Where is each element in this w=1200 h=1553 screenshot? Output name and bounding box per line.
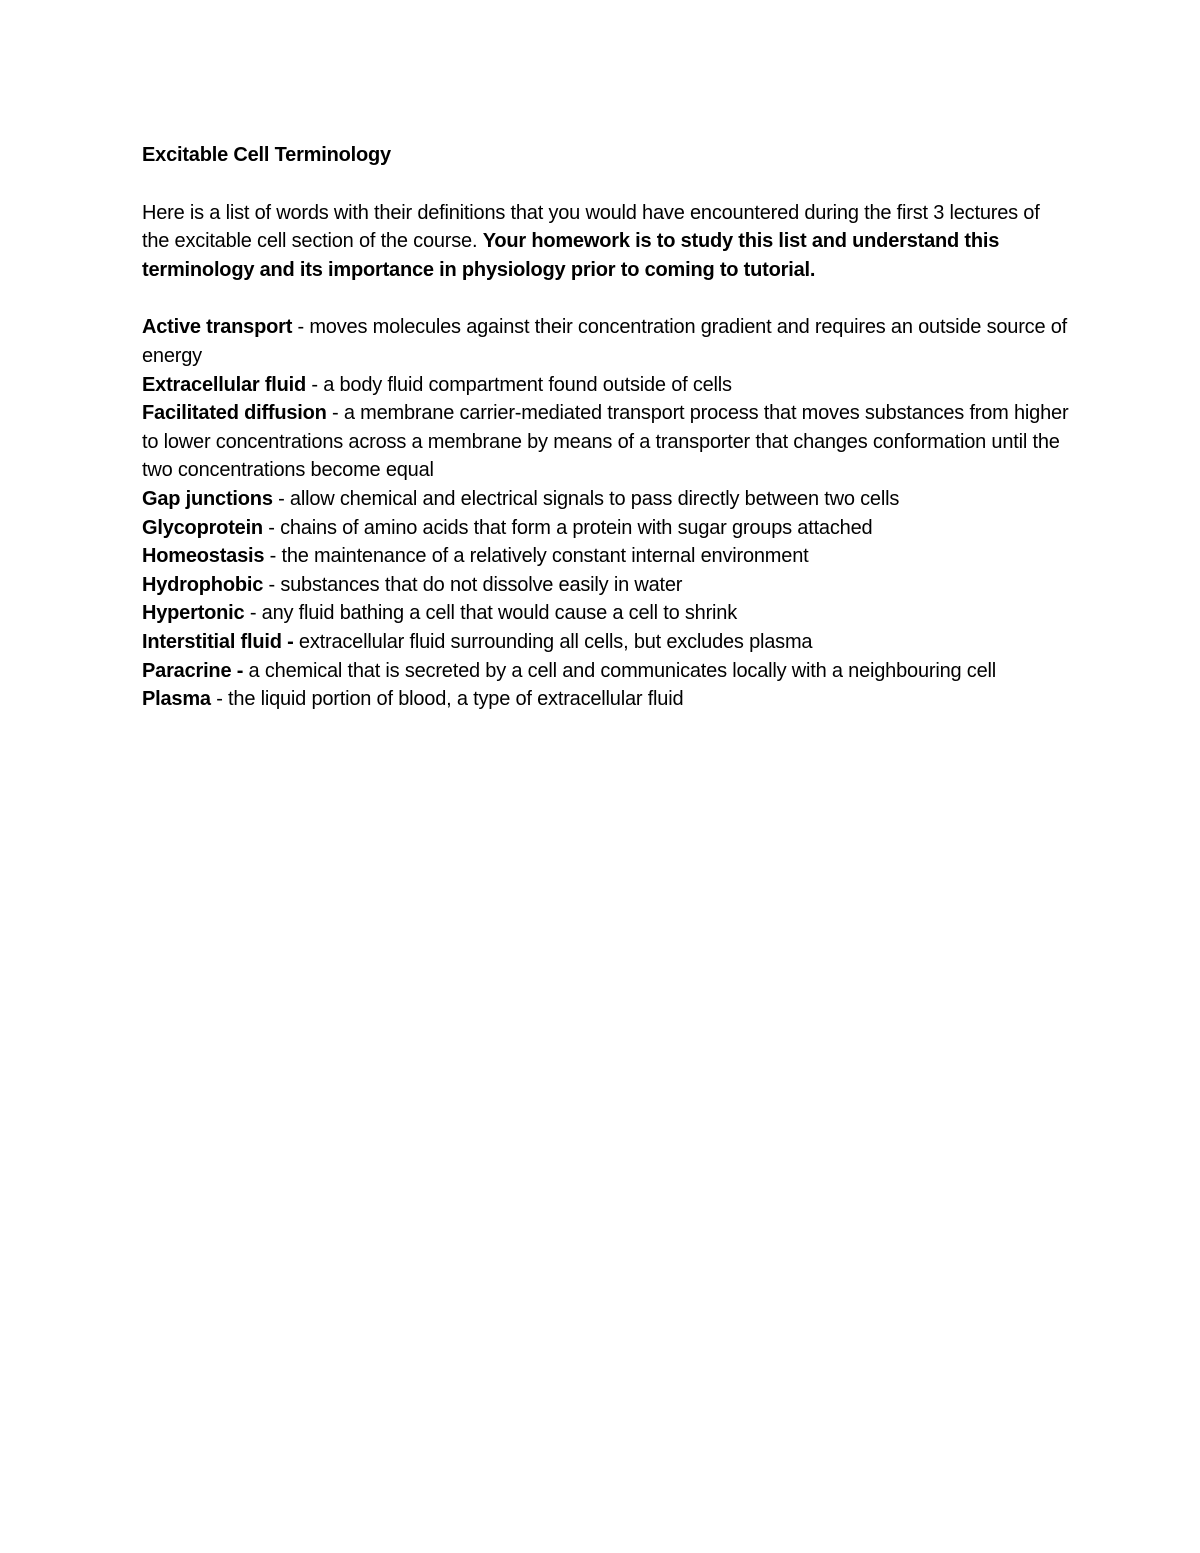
term-definition: extracellular fluid surrounding all cells, but excludes plasma [293, 630, 813, 653]
term-definition: - substances that do not dissolve easily in water [263, 573, 683, 596]
term-entry [142, 399, 1072, 485]
term-definition: - any fluid bathing a cell that would cause a cell to shrink [244, 602, 737, 625]
term-definition: a chemical that is secreted by a cell and communicates locally with a neighbouring cell [243, 659, 996, 682]
term-entry [142, 599, 1072, 628]
term-word: Hypertonic [142, 602, 245, 625]
term-word: Plasma [142, 688, 211, 711]
term-word: Hydrophobic [142, 573, 264, 596]
term-word: Paracrine - [142, 659, 244, 682]
term-entry [142, 685, 1072, 714]
term-definition: - the maintenance of a relatively constant internal environment [264, 545, 809, 568]
intro-text: Here is a list of words with their definitions that you would have encountered during the first 3 lectures of the excitable cell section of the course. [142, 201, 1040, 253]
term-definition: - the liquid portion of blood, a type of extracellular fluid [210, 688, 684, 711]
term-word: Facilitated diffusion [142, 402, 327, 425]
term-entry [142, 514, 1072, 543]
term-definition: - allow chemical and electrical signals to pass directly between two cells [272, 487, 900, 510]
term-word: Gap junctions [142, 487, 273, 510]
term-definition: - moves molecules against their concentration gradient and requires an outside source of energy [142, 316, 1068, 367]
terms-list [142, 313, 1072, 713]
term-entry [142, 371, 1072, 400]
term-word: Glycoprotein [142, 516, 263, 539]
intro-homework-text: Your homework is to study this list and understand this terminology and its importance in physiology prior to coming to tutorial. [142, 230, 1000, 281]
document-title: Excitable Cell Terminology [142, 144, 391, 166]
document-body [142, 141, 1072, 714]
term-word: Active transport [142, 316, 293, 339]
intro-paragraph [142, 199, 1072, 285]
term-definition: - a body fluid compartment found outside of cells [306, 373, 732, 396]
term-word: Interstitial fluid - [142, 630, 294, 653]
term-entry [142, 313, 1072, 370]
term-definition: - a membrane carrier-mediated transport process that moves substances from higher to lower concentrations across a membrane by means of a transporter that changes conformation until the two concentrations become equal [142, 402, 1069, 482]
term-word: Homeostasis [142, 545, 265, 568]
term-word: Extracellular fluid [142, 373, 307, 396]
term-entry [142, 628, 1072, 657]
term-entry [142, 657, 1072, 686]
term-entry [142, 485, 1072, 514]
term-definition: - chains of amino acids that form a protein with sugar groups attached [262, 516, 873, 539]
term-entry [142, 571, 1072, 600]
term-entry [142, 542, 1072, 571]
